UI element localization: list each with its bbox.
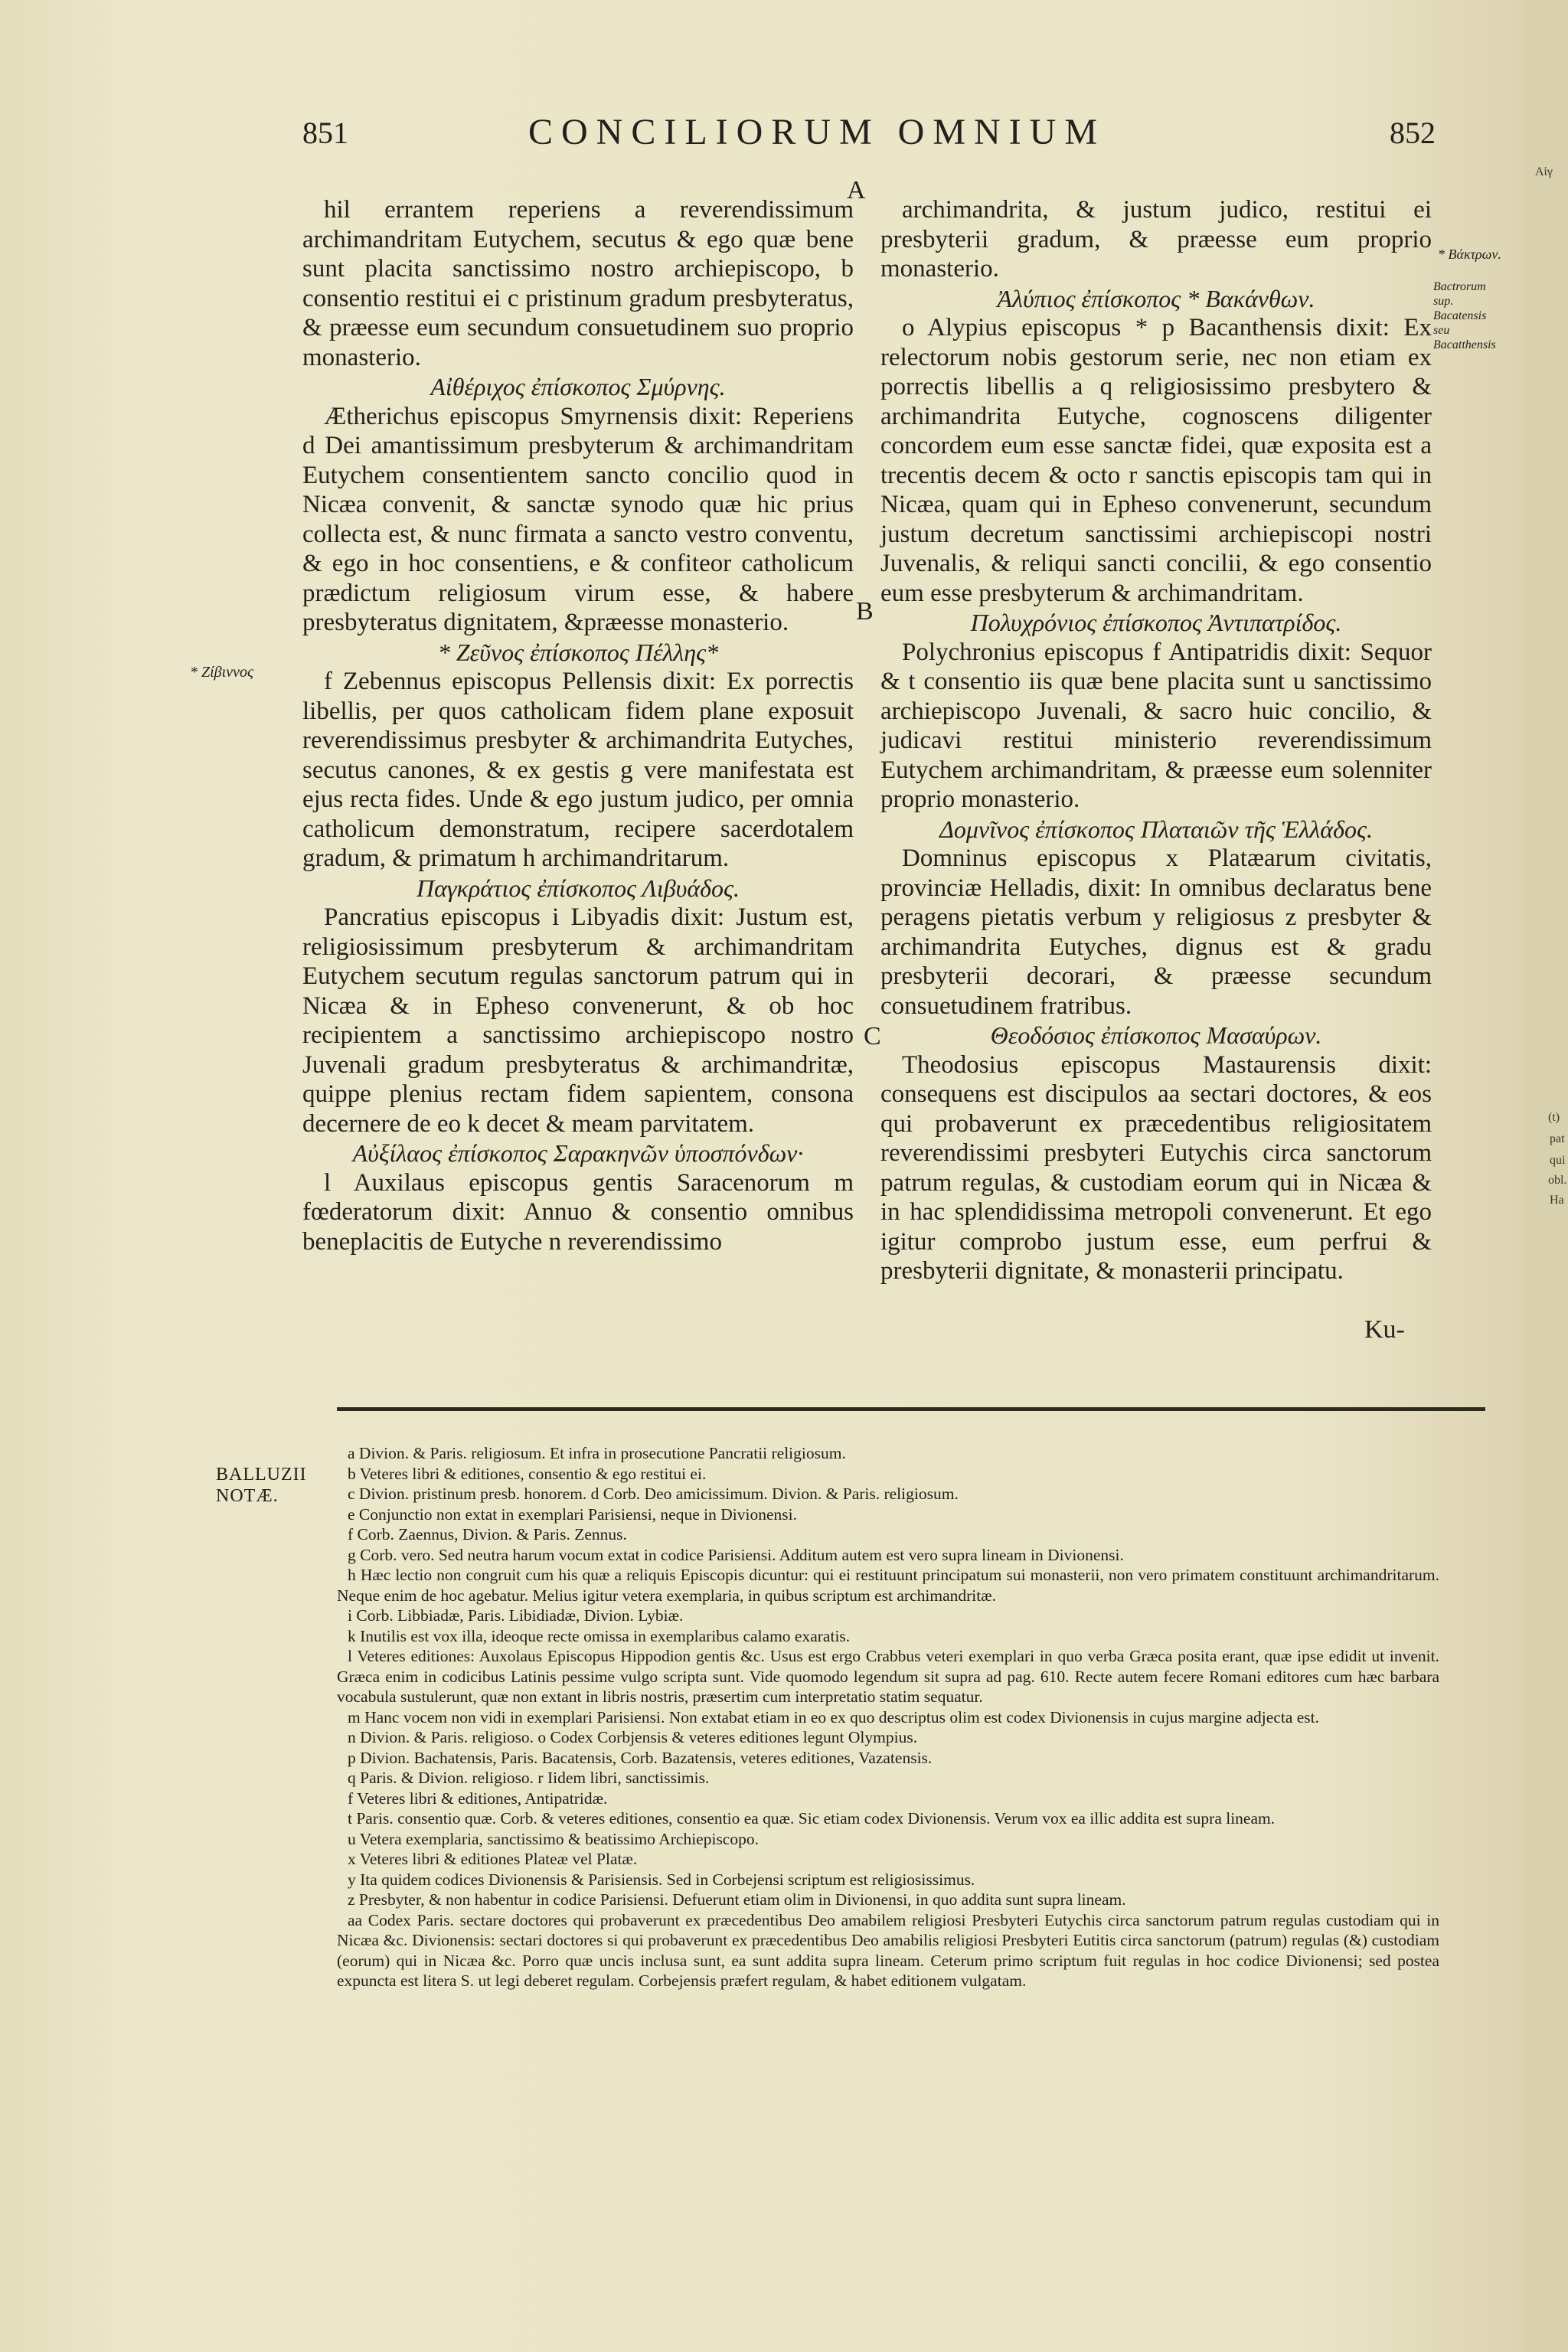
footnote: a Divion. & Paris. religiosum. Et infra in prosecutione Pancratii religiosum.: [348, 1444, 846, 1462]
footnote: q Paris. & Divion. religioso. r Iidem libri, sanctissimis.: [348, 1769, 710, 1787]
footnote: k Inutilis est vox illa, ideoque recte omissa in exemplaribus calamo exaratis.: [348, 1626, 851, 1645]
footnote: f Corb. Zaennus, Divion. & Paris. Zennus.: [348, 1525, 627, 1544]
footnote: f Veteres libri & editiones, Antipatridæ.: [348, 1788, 608, 1808]
greek-heading: Θεοδόσιος ἐπίσκοπος Μασαύρων.: [990, 1021, 1322, 1049]
footnote: t Paris. consentio quæ. Corb. & veteres editiones, consentio ea quæ. Sic etiam codex Divionensis. Verum vox ea illic addita est supra lineam.: [348, 1809, 1276, 1828]
margin-note-right: Bactrorum sup. Bacatensis seu Bacatthensis: [1433, 280, 1496, 351]
greek-heading: Δομνῖνος ἐπίσκοπος Πλαταιῶν τῆς Ἑλλάδος.: [939, 815, 1373, 843]
edge-note: obl.: [1548, 1174, 1567, 1187]
running-title: CONCILIORUM OMNIUM: [528, 112, 1106, 152]
footnote: x Veteres libri & editiones Plateæ vel Platæ.: [348, 1850, 638, 1868]
footnote: y Ita quidem codices Divionensis & Parisiensis. Sed in Corbejensi scriptum est religiosissimus.: [348, 1870, 975, 1889]
section-mark-a: A: [847, 176, 866, 204]
section-mark-b: B: [856, 597, 874, 626]
paragraph: o Alypius episcopus * p Bacanthensis dixit: Ex relectorum nobis gestorum serie, nec non etiam ex porrectis libellis a q religiosissimo presbytero & archimandrita Eutyche, cognoscens diligenter concordem eum esse sanctæ fidei, quæ exposita est a trecentis decem & octo r sanctis episcopis tam qui in Nicæa, quam qui in Epheso convenerunt, secundum justum decretum sanctissimi archiepiscopi nostri Juvenalis, & reliqui sancti concilii, & ego consentio eum esse presbyterum & archimandritam.: [880, 314, 1432, 607]
edge-note: pat: [1550, 1132, 1565, 1145]
greek-heading: * Ζεῦνος ἐπίσκοπος Πέλλης*: [437, 638, 719, 666]
margin-note-left: * Ζίβιννος: [190, 664, 254, 681]
greek-heading: Παγκράτιος ἐπίσκοπος Λιβυάδος.: [416, 874, 740, 902]
footnote: z Presbyter, & non habentur in codice Parisiensi. Defuerunt etiam olim in Divionensi, in quo addita sunt supra lineam.: [348, 1890, 1126, 1909]
paragraph: Ætherichus episcopus Smyrnensis dixit: Reperiens d Dei amantissimum presbyterum & archimandritam Eutychem consentientem sancto concilio quod in Nicæa convenit, & sanctæ synodo quæ hic prius collecta est, & nunc firmata a sancto vestro conventu, & ego in hoc consentiens, e & confiteor catholicum prædictum religiosum virum esse, & habere presbyteratus dignitatem, &præesse monasterio.: [302, 402, 854, 636]
footnotes: [337, 1443, 1439, 1991]
paragraph: hil errantem reperiens a reverendissimum archimandritam Eutychem, secutus & ego quæ bene sunt placita sanctissimo nostro archiepiscopo, b consentio restitui ei c pristinum gradum presbyteratus, & præesse eum secundum consuetudinem suo proprio monasterio.: [302, 196, 854, 371]
notes-heading: BALLUZII NOTÆ.: [216, 1465, 307, 1506]
edge-note: (t): [1548, 1111, 1560, 1124]
paragraph: Polychronius episcopus f Antipatridis dixit: Sequor & t consentio iis quæ bene placita sunt u sanctissimo archiepiscopo Juvenali, & sacro huic concilio, & judicavi restitui ministerio reverendissimum Eutychem archimandritam, & præesse eum solenniter proprio monasterio.: [880, 638, 1432, 813]
paragraph: Theodosius episcopus Mastaurensis dixit: consequens est discipulos aa sectari doctores, & eos qui probaverunt ex præcedentibus religiositatem reverendissimi presbyteri Eutychis circa sanctorum patrum regulas, & custodiam eorum qui in Nicæa & in hac splendidissima metropoli convenerunt. Et ego igitur comprobo justum esse, eum perfrui & presbyterii dignitate, & monasterii principatu.: [880, 1050, 1432, 1285]
paragraph: Domninus episcopus x Platæarum civitatis, provinciæ Helladis, dixit: In omnibus declaratus bene peragens pietatis verbum y religiosus z presbyter & archimandrita Eutyches, dignus est & gradu presbyterii decorari, & præesse secundum consuetudinem fratribus.: [880, 844, 1432, 1020]
greek-heading: Αἰθέριχος ἐπίσκοπος Σμύρνης.: [430, 373, 726, 400]
footnote-rule: [337, 1407, 1485, 1411]
edge-note: Ha: [1550, 1194, 1564, 1207]
paragraph: Pancratius episcopus i Libyadis dixit: Justum est, religiosissimum presbyterum & archimandritam Eutychem secutum regulas sanctorum patrum qui in Nicæa & in Epheso convenerunt, & ob hoc recipientem a sanctissimo archiepiscopo nostro Juvenali gradum presbyteratus & archimandritæ, quippe plenius rectam fidem sapientem, consona decernere de eo k decet & meam parvitatem.: [302, 903, 854, 1138]
paragraph: archimandrita, & justum judico, restitui ei presbyterii gradum, & præesse eum proprio monasterio.: [880, 196, 1432, 283]
footnote: h Hæc lectio non congruit cum his quæ a reliquis Episcopis dicuntur: qui ei restituunt principatum sui monasterii, non vero primatem constituunt archimandritarum. Neque enim de hoc agebatur. Melius igitur vetera exemplaria, in quibus scriptum est archimandritæ.: [337, 1566, 1439, 1605]
footnote: b Veteres libri & editiones, consentio & ego restitui ei.: [348, 1464, 707, 1483]
page-number-left: 851: [302, 116, 348, 150]
footnote: i Corb. Libbiadæ, Paris. Libidiadæ, Divion. Lybiæ.: [348, 1606, 684, 1625]
footnote: g Corb. vero. Sed neutra harum vocum extat in codice Parisiensi. Additum autem est vero supra lineam in Divionensi.: [348, 1545, 1124, 1564]
paragraph: l Auxilaus episcopus gentis Saracenorum m fœderatorum dixit: Annuo & consentio omnibus beneplacitis de Eutyche n reverendissimo: [302, 1168, 854, 1256]
footnote: e Conjunctio non extat in exemplari Parisiensi, neque in Divionensi.: [348, 1504, 797, 1524]
left-column: [302, 195, 854, 1256]
catchword: Ku-: [1364, 1315, 1405, 1344]
footnote: l Veteres editiones: Auxolaus Episcopus Hippodion gentis &c. Usus est ergo Crabbus veteri exemplari in quo verba Græca posita erant, quæ ipse edidit ut invenit. Græca enim in codicibus Latinis pessime vulgo scripta sunt. Vide quomodo legendum sit supra ad pag. 610. Recte autem fecere Romani editores cum hæc barbara vocabula sustulerunt, quæ non extant in libris nostris, præsertim cum interpretatio statim sequatur.: [337, 1647, 1439, 1706]
footnote: aa Codex Paris. sectare doctores qui probaverunt ex præcedentibus Deo amabilem religiosi Presbyteri Eutychis circa sanctorum patrum regulas custodiam qui in Nicæa &c. Divionensis: sectari doctores si qui probaverunt ex præcedentibus Deo amabilis religiosi Presbyteri Eutitis circa sanctorum (patrum) regulas (&) custodiam (eorum) qui in Nicæa &c. Porro quæ uncis inclusa sunt, ea sunt addita supra lineam. Ceterum primo scriptum fuit regulas in hoc codice Divionensi; sed postea expuncta est litera S. ut legi deberet regulam. Corbejensis præfert regulam, & habet editionem vulgatam.: [337, 1910, 1439, 1990]
greek-heading: Αὐξίλαος ἐπίσκοπος Σαρακηνῶν ὑποσπόνδων·: [352, 1139, 804, 1167]
footnote: n Divion. & Paris. religioso. o Codex Corbjensis & veteres editiones legunt Olympius.: [348, 1728, 918, 1746]
greek-heading: Πολυχρόνιος ἐπίσκοπος Ἀντιπατρίδος.: [970, 609, 1342, 636]
footnote: c Divion. pristinum presb. honorem. d Corb. Deo amicissimum. Divion. & Paris. religiosum.: [348, 1485, 959, 1503]
edge-note: Αἰγ: [1535, 165, 1553, 178]
page-number-right: 852: [1390, 116, 1436, 150]
margin-note-right: * Βάκτρων.: [1438, 247, 1501, 262]
footnote: m Hanc vocem non vidi in exemplari Parisiensi. Non extabat etiam in eo ex quo descriptus olim est codex Divionensis in cujus margine adjecta est.: [348, 1707, 1319, 1726]
footnote: p Divion. Bachatensis, Paris. Bacatensis, Corb. Bazatensis, veteres editiones, Vazatensis.: [348, 1748, 933, 1767]
greek-heading: Ἀλύπιος ἐπίσκοπος * Βακάνθων.: [997, 284, 1315, 312]
right-column: [880, 195, 1432, 1286]
footnote: u Vetera exemplaria, sanctissimo & beatissimo Archiepiscopo.: [348, 1829, 759, 1848]
edge-note: qui: [1550, 1154, 1566, 1167]
paragraph: f Zebennus episcopus Pellensis dixit: Ex porrectis libellis, per quos catholicam fidem plane exposuit reverendissimus presbyter & archimandrita Eutyches, secutus canones, & ex gestis g vere manifestata est ejus recta fides. Unde & ego justum judico, per omnia catholicum demonstratum, recipere sacerdotalem gradum, & primatum h archimandritarum.: [302, 668, 854, 872]
section-mark-c: C: [864, 1022, 881, 1050]
